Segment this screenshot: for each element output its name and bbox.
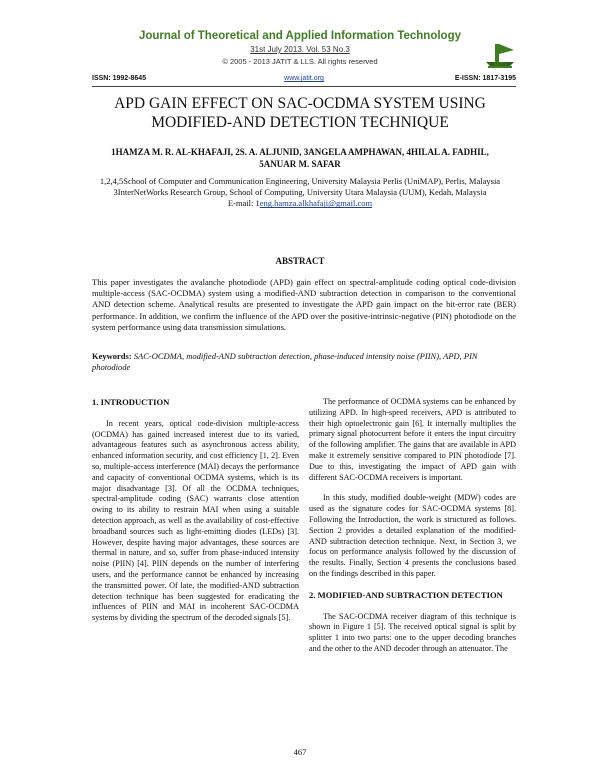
website-link[interactable]: www.jatit.org bbox=[284, 75, 324, 82]
section-1-paragraph-3: In this study, modified double-weight (MDW) codes are used as the signature codes for SAC-OCDMA systems [8]. Following the Introduction, the work is structured as follows. Section 2 provides a detailed explanation of the modified-AND subtraction detection technique. Next, in Section 3, we focus on performance analysis followed by the discussion of the results. Finally, Section 4 presents the conclusions based on the findings described in this paper. bbox=[309, 493, 516, 578]
authors-line-1: 1HAMZA M. R. AL-KHAFAJI, 2S. A. ALJUNID, 3ANGELA AMPHAWAN, 4HILAL A. FADHIL, bbox=[111, 147, 489, 157]
email-link[interactable]: eng.hamza.alkhafaji@gmail.com bbox=[259, 198, 373, 209]
authors-line-2: 5ANUAR M. SAFAR bbox=[259, 159, 341, 169]
affiliation-2: 3InterNetWorks Research Group, School of Computing, University Utara Malaysia (UUM), Kedah, Malaysia bbox=[113, 187, 487, 198]
copyright-notice: © 2005 - 2013 JATIT & LLS. All rights reserved bbox=[222, 57, 378, 66]
issn: ISSN: 1992-8645 bbox=[92, 75, 147, 82]
left-column bbox=[92, 397, 299, 624]
header-divider bbox=[92, 86, 516, 87]
section-1-heading: 1. INTRODUCTION bbox=[92, 397, 170, 407]
section-1-paragraph-2: The performance of OCDMA systems can be enhanced by utilizing APD. In high-speed receivers, APD is attributed to their high optoelectronic gain [6]. It internally multiplies the primary signal photocurrent before it enters the input circuitry of the following amplifier. The gains that are available in APD make it extremely sensitive compared to PIN photodiode [7]. Due to this, investigating the impact of APD gain with different SAC-OCDMA receivers is important. bbox=[309, 397, 516, 482]
right-column bbox=[309, 397, 516, 655]
section-2-paragraph-1: The SAC-OCDMA receiver diagram of this technique is shown in Figure 1 [5]. The received optical signal is split by splitter 1 into two parts: one to the upper decoding branches and the other to the AND decoder through an attenuator. The bbox=[309, 611, 516, 653]
email-line bbox=[90, 198, 510, 209]
issn-row bbox=[92, 75, 516, 85]
authors bbox=[80, 146, 520, 170]
eissn: E-ISSN: 1817-3195 bbox=[454, 75, 516, 82]
affiliation-1: 1,2,4,5School of Computer and Communication Engineering, University Malaysia Perlis (UniMAP), Perlis, Malaysia bbox=[99, 176, 501, 186]
keywords-text: SAC-OCDMA, modified-AND subtraction detection, phase-induced intensity noise (PIIN), APD, PIN photodiode bbox=[92, 351, 478, 373]
abstract-text: This paper investigates the avalanche photodiode (APD) gain effect on spectral-amplitude coding optical code-division multiple-access (SAC-OCDMA) system using a modified-AND subtraction detection in comparison to the conventional AND detection scheme. Analytical results are presented to investigate the APD gain impact on the bit-error rate (BER) performance. In addition, we confirm the influence of the APD over the positive-intrinsic-negative (PIN) photodiode on the system performance using data transmission simulations. bbox=[92, 277, 516, 332]
journal-title: Journal of Theoretical and Applied Information Technology bbox=[138, 30, 462, 42]
email-label: E-mail: 1 bbox=[227, 198, 260, 209]
keywords bbox=[92, 351, 516, 373]
page-number: 467 bbox=[293, 747, 307, 757]
keywords-label: Keywords: bbox=[92, 351, 132, 361]
journal-logo-text: JATIT bbox=[493, 62, 507, 68]
issue-date-text: 31st July 2013. Vol. 53 No.3 bbox=[250, 45, 350, 54]
affiliations bbox=[90, 176, 510, 210]
section-1-paragraph-1: In recent years, optical code-division multiple-access (OCDMA) has gained increased interest due to its varied, advantageous features such as asynchronous access ability, enhanced information security, and cost efficiency [1, 2]. Even so, multiple-access interference (MAI) decays the performance and capacity of conventional OCDMA systems, which is its major disadvantage [3]. Of all the OCDMA techniques, spectral-amplitude coding (SAC) warrants close attention owing to its ability to restrain MAI when using a suitable detection approach, as well as the availability of cost-effective broadband sources such as light-emitting diodes (LEDs) [3]. However, despite having major advantages, these sources are thermal in nature, and so, suffer from phase-induced intensity noise (PIIN) [4]. PIIN depends on the number of interfering users, and the performance cannot be enhanced by increasing the transmitted power. Of late, the modified-AND subtraction detection technique has been suggested for eradicating the influences of PIIN and MAI in incoherent SAC-OCDMA systems by dividing the spectrum of the decoded signals [5]. bbox=[92, 418, 299, 623]
paper-title: APD GAIN EFFECT ON SAC-OCDMA SYSTEM USING MODIFIED-AND DETECTION TECHNIQUE bbox=[114, 95, 486, 131]
section-2-heading: 2. MODIFIED-AND SUBTRACTION DETECTION bbox=[309, 589, 503, 600]
abstract-heading: ABSTRACT bbox=[275, 256, 325, 266]
